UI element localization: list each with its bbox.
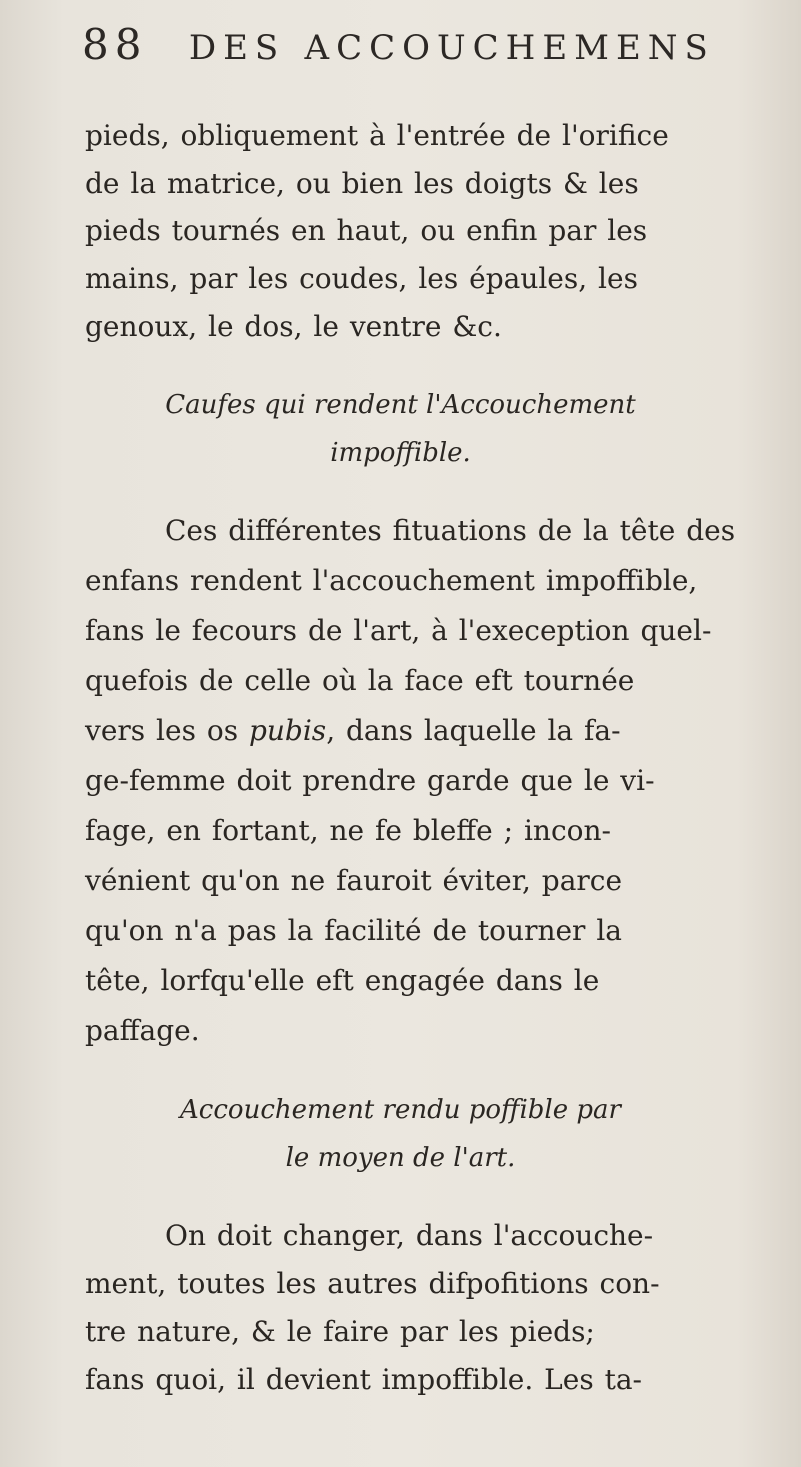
paragraph2-line: ge-femme doit prendre garde que le vi- <box>85 764 655 797</box>
paragraph2-line: tête, lorfqu'elle eft engagée dans le <box>85 964 600 997</box>
text-run: vers les os <box>85 714 249 747</box>
paragraph1-line: pieds tournés en haut, ou enfin par les <box>85 214 648 247</box>
section-heading-line: impoffible. <box>330 438 471 468</box>
section-heading-line: Accouchement rendu poffible par <box>180 1095 621 1125</box>
header-word-accouchemens: ACCOUCHEMENS <box>304 28 715 68</box>
running-header <box>82 20 722 80</box>
header-word-des: DES <box>188 28 286 68</box>
italic-term: pubis <box>248 714 327 747</box>
paragraph2-line: enfans rendent l'accouchement impoffible, <box>85 564 698 597</box>
paragraph3-line: tre nature, & le faire par les pieds; <box>85 1315 595 1348</box>
paragraph2-line: fans le fecours de l'art, à l'exeception quel- <box>85 614 712 647</box>
paragraph1-line: de la matrice, ou bien les doigts & les <box>85 167 639 200</box>
page-number: 88 <box>82 20 148 69</box>
paragraph3-line: ment, toutes les autres difpofitions con- <box>85 1267 660 1300</box>
paragraph2-line: quefois de celle où la face eft tournée <box>85 664 635 697</box>
section-heading-line: le moyen de l'art. <box>285 1143 516 1173</box>
paragraph2-line: vénient qu'on ne fauroit éviter, parce <box>85 864 623 897</box>
paragraph2-line: fage, en fortant, ne fe bleffe ; incon- <box>85 814 611 847</box>
section-heading-line: Caufes qui rendent l'Accouchement <box>165 390 636 420</box>
paragraph1-line: pieds, obliquement à l'entrée de l'orifice <box>85 119 669 152</box>
paragraph1-line: genoux, le dos, le ventre &c. <box>85 310 502 343</box>
paragraph2-line: qu'on n'a pas la facilité de tourner la <box>85 914 622 947</box>
paragraph3-line: On doit changer, dans l'accouche- <box>165 1219 654 1252</box>
paragraph2-line <box>85 705 765 757</box>
text-run: , dans laquelle la fa- <box>326 714 621 747</box>
paragraph2-line: paffage. <box>85 1014 200 1047</box>
paragraph1-line: mains, par les coudes, les épaules, les <box>85 262 638 295</box>
paragraph3-line: fans quoi, il devient impoffible. Les ta- <box>85 1363 642 1396</box>
paragraph2-line: Ces différentes fituations de la tête des <box>165 514 736 547</box>
